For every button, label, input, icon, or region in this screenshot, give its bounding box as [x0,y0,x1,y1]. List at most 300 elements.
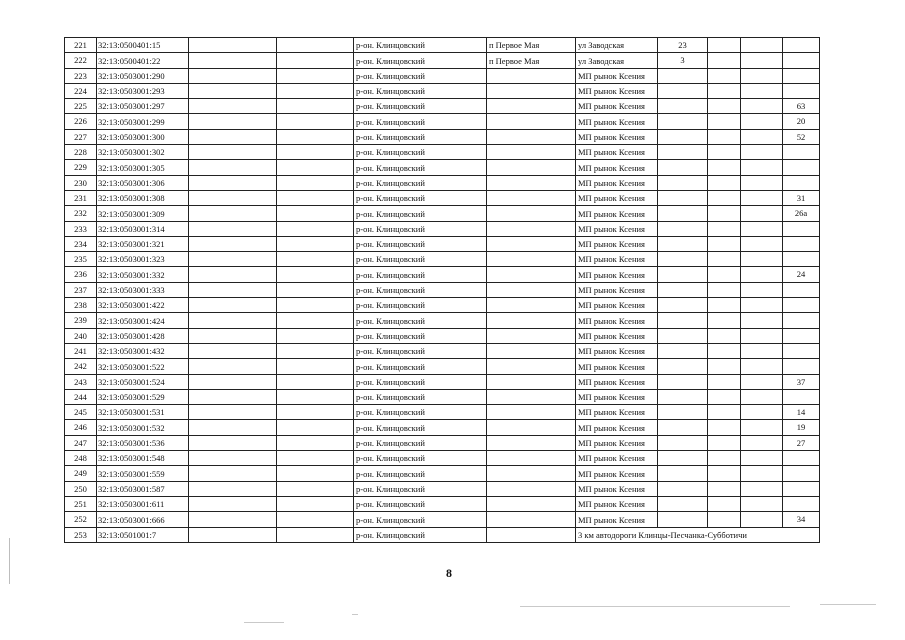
empty-cell [189,389,277,404]
settlement-cell [487,221,576,236]
empty-cell [277,145,354,160]
empty-cell [741,206,783,221]
street-cell: МП рынок Ксения [576,282,658,297]
empty-cell [708,405,741,420]
empty-cell [277,83,354,98]
row-number-cell: 224 [65,83,97,98]
street-cell: МП рынок Ксения [576,190,658,205]
table-row [65,114,820,129]
house-number-cell [658,328,708,343]
table-row [65,527,820,542]
cadastral-number-cell: 32:13:0503001:297 [97,99,189,114]
empty-cell [189,496,277,511]
street-cell: МП рынок Ксения [576,313,658,328]
cadastral-number-cell: 32:13:0503001:302 [97,145,189,160]
house-number-cell [658,512,708,527]
empty-cell [189,405,277,420]
settlement-cell [487,68,576,83]
unit-number-cell [783,68,820,83]
empty-cell [741,282,783,297]
house-number-cell [658,496,708,511]
unit-number-cell: 63 [783,99,820,114]
row-number-cell: 227 [65,129,97,144]
cadastral-number-cell: 32:13:0503001:548 [97,451,189,466]
empty-cell [708,83,741,98]
unit-number-cell [783,451,820,466]
unit-number-cell [783,282,820,297]
district-cell: р-он. Клинцовский [354,145,487,160]
row-number-cell: 251 [65,496,97,511]
house-number-cell [658,99,708,114]
empty-cell [189,527,277,542]
table-row [65,359,820,374]
unit-number-cell [783,359,820,374]
empty-cell [741,374,783,389]
empty-cell [277,374,354,389]
house-number-cell [658,190,708,205]
empty-cell [708,175,741,190]
unit-number-cell [783,160,820,175]
empty-cell [277,359,354,374]
district-cell: р-он. Клинцовский [354,129,487,144]
empty-cell [708,389,741,404]
district-cell: р-он. Клинцовский [354,206,487,221]
empty-cell [189,359,277,374]
table-row [65,313,820,328]
row-number-cell: 232 [65,206,97,221]
row-number-cell: 244 [65,389,97,404]
empty-cell [741,221,783,236]
district-cell: р-он. Клинцовский [354,83,487,98]
settlement-cell [487,282,576,297]
settlement-cell [487,267,576,282]
table-row [65,221,820,236]
street-cell: МП рынок Ксения [576,206,658,221]
empty-cell [189,328,277,343]
street-cell: МП рынок Ксения [576,420,658,435]
cadastral-number-cell: 32:13:0503001:308 [97,190,189,205]
settlement-cell [487,236,576,251]
empty-cell [741,160,783,175]
cadastral-number-cell: 32:13:0503001:587 [97,481,189,496]
cadastral-number-cell: 32:13:0503001:323 [97,252,189,267]
empty-cell [741,114,783,129]
street-cell: МП рынок Ксения [576,175,658,190]
empty-cell [741,420,783,435]
house-number-cell [658,129,708,144]
cadastral-number-cell: 32:13:0500401:15 [97,38,189,53]
row-number-cell: 230 [65,175,97,190]
empty-cell [741,68,783,83]
empty-cell [277,129,354,144]
district-cell: р-он. Клинцовский [354,99,487,114]
district-cell: р-он. Клинцовский [354,405,487,420]
row-number-cell: 239 [65,313,97,328]
unit-number-cell [783,145,820,160]
empty-cell [741,343,783,358]
settlement-cell [487,451,576,466]
district-cell: р-он. Клинцовский [354,328,487,343]
settlement-cell [487,328,576,343]
settlement-cell: п Первое Мая [487,38,576,53]
street-cell: МП рынок Ксения [576,129,658,144]
table-row [65,481,820,496]
house-number-cell [658,405,708,420]
empty-cell [277,267,354,282]
empty-cell [189,145,277,160]
table-row [65,496,820,511]
empty-cell [189,252,277,267]
empty-cell [189,466,277,481]
settlement-cell [487,313,576,328]
empty-cell [741,512,783,527]
settlement-cell [487,252,576,267]
cadastral-number-cell: 32:13:0503001:293 [97,83,189,98]
house-number-cell [658,389,708,404]
empty-cell [741,267,783,282]
house-number-cell [658,343,708,358]
row-number-cell: 222 [65,53,97,68]
house-number-cell [658,374,708,389]
house-number-cell [658,221,708,236]
row-number-cell: 233 [65,221,97,236]
empty-cell [277,68,354,83]
table-row [65,99,820,114]
empty-cell [189,298,277,313]
house-number-cell [658,68,708,83]
unit-number-cell: 52 [783,129,820,144]
empty-cell [189,99,277,114]
district-cell: р-он. Клинцовский [354,343,487,358]
empty-cell [277,512,354,527]
street-cell: МП рынок Ксения [576,114,658,129]
unit-number-cell: 20 [783,114,820,129]
settlement-cell [487,496,576,511]
street-cell: МП рынок Ксения [576,435,658,450]
settlement-cell [487,175,576,190]
empty-cell [708,221,741,236]
house-number-cell: 23 [658,38,708,53]
empty-cell [189,313,277,328]
table-row [65,83,820,98]
row-number-cell: 250 [65,481,97,496]
empty-cell [189,160,277,175]
table-row [65,451,820,466]
unit-number-cell: 31 [783,190,820,205]
settlement-cell [487,435,576,450]
street-cell: МП рынок Ксения [576,496,658,511]
cadastral-number-cell: 32:13:0503001:290 [97,68,189,83]
cadastral-number-cell: 32:13:0503001:531 [97,405,189,420]
cadastral-number-cell: 32:13:0503001:522 [97,359,189,374]
settlement-cell [487,145,576,160]
empty-cell [708,512,741,527]
unit-number-cell: 24 [783,267,820,282]
row-number-cell: 243 [65,374,97,389]
cadastral-number-cell: 32:13:0503001:428 [97,328,189,343]
cadastral-number-cell: 32:13:0503001:666 [97,512,189,527]
empty-cell [277,252,354,267]
settlement-cell [487,190,576,205]
street-cell: МП рынок Ксения [576,267,658,282]
empty-cell [189,221,277,236]
empty-cell [708,298,741,313]
street-cell: МП рынок Ксения [576,236,658,251]
empty-cell [189,236,277,251]
table-row [65,420,820,435]
empty-cell [741,359,783,374]
table-row [65,190,820,205]
street-cell: МП рынок Ксения [576,374,658,389]
empty-cell [277,527,354,542]
street-cell: МП рынок Ксения [576,466,658,481]
unit-number-cell [783,175,820,190]
district-cell: р-он. Клинцовский [354,527,487,542]
table-row [65,374,820,389]
empty-cell [708,160,741,175]
street-cell: МП рынок Ксения [576,68,658,83]
unit-number-cell: 27 [783,435,820,450]
registry-body [65,38,820,543]
row-number-cell: 234 [65,236,97,251]
table-row [65,466,820,481]
district-cell: р-он. Клинцовский [354,496,487,511]
street-cell: МП рынок Ксения [576,481,658,496]
street-cell: ул Заводская [576,38,658,53]
district-cell: р-он. Клинцовский [354,190,487,205]
empty-cell [708,359,741,374]
page-number: 8 [446,566,452,580]
cadastral-number-cell: 32:13:0503001:524 [97,374,189,389]
house-number-cell [658,236,708,251]
settlement-cell [487,129,576,144]
table-row [65,145,820,160]
district-cell: р-он. Клинцовский [354,252,487,267]
street-cell: МП рынок Ксения [576,145,658,160]
settlement-cell [487,481,576,496]
street-cell: МП рынок Ксения [576,83,658,98]
empty-cell [277,190,354,205]
location-cell: 3 км автодороги Клинцы-Песчанка-Субботичи [576,527,820,542]
empty-cell [708,481,741,496]
cadastral-number-cell: 32:13:0503001:332 [97,267,189,282]
empty-cell [277,420,354,435]
row-number-cell: 229 [65,160,97,175]
cadastral-number-cell: 32:13:0500401:22 [97,53,189,68]
street-cell: МП рынок Ксения [576,512,658,527]
settlement-cell [487,527,576,542]
settlement-cell [487,114,576,129]
house-number-cell [658,160,708,175]
house-number-cell [658,282,708,297]
table-row [65,68,820,83]
empty-cell [277,298,354,313]
empty-cell [708,252,741,267]
house-number-cell [658,252,708,267]
district-cell: р-он. Клинцовский [354,313,487,328]
empty-cell [189,68,277,83]
empty-cell [277,236,354,251]
empty-cell [277,328,354,343]
row-number-cell: 252 [65,512,97,527]
cadastral-number-cell: 32:13:0503001:611 [97,496,189,511]
house-number-cell [658,481,708,496]
empty-cell [741,175,783,190]
empty-cell [741,252,783,267]
empty-cell [708,114,741,129]
unit-number-cell [783,328,820,343]
empty-cell [189,451,277,466]
house-number-cell [658,83,708,98]
unit-number-cell: 14 [783,405,820,420]
district-cell: р-он. Клинцовский [354,53,487,68]
empty-cell [277,38,354,53]
empty-cell [708,313,741,328]
empty-cell [189,53,277,68]
settlement-cell [487,374,576,389]
house-number-cell [658,267,708,282]
empty-cell [189,129,277,144]
empty-cell [741,313,783,328]
table-row [65,175,820,190]
empty-cell [277,451,354,466]
empty-cell [741,435,783,450]
empty-cell [708,328,741,343]
house-number-cell [658,359,708,374]
empty-cell [708,374,741,389]
cadastral-number-cell: 32:13:0503001:314 [97,221,189,236]
row-number-cell: 235 [65,252,97,267]
scan-artifact [820,604,876,605]
settlement-cell [487,206,576,221]
cadastral-number-cell: 32:13:0503001:559 [97,466,189,481]
empty-cell [277,282,354,297]
empty-cell [708,129,741,144]
row-number-cell: 241 [65,343,97,358]
empty-cell [708,496,741,511]
unit-number-cell [783,389,820,404]
table-row [65,236,820,251]
district-cell: р-он. Клинцовский [354,451,487,466]
row-number-cell: 240 [65,328,97,343]
house-number-cell [658,313,708,328]
unit-number-cell [783,236,820,251]
scan-artifact [244,622,284,623]
row-number-cell: 247 [65,435,97,450]
empty-cell [189,343,277,358]
empty-cell [741,145,783,160]
house-number-cell [658,145,708,160]
district-cell: р-он. Клинцовский [354,221,487,236]
property-registry-table [64,37,820,543]
house-number-cell [658,298,708,313]
district-cell: р-он. Клинцовский [354,282,487,297]
empty-cell [741,389,783,404]
district-cell: р-он. Клинцовский [354,298,487,313]
cadastral-number-cell: 32:13:0503001:309 [97,206,189,221]
house-number-cell [658,451,708,466]
table-row [65,206,820,221]
unit-number-cell [783,38,820,53]
house-number-cell [658,466,708,481]
table-row [65,282,820,297]
settlement-cell [487,298,576,313]
district-cell: р-он. Клинцовский [354,114,487,129]
empty-cell [189,267,277,282]
settlement-cell [487,466,576,481]
table-row [65,160,820,175]
empty-cell [741,466,783,481]
table-row [65,38,820,53]
district-cell: р-он. Клинцовский [354,38,487,53]
house-number-cell [658,175,708,190]
cadastral-number-cell: 32:13:0503001:305 [97,160,189,175]
district-cell: р-он. Клинцовский [354,236,487,251]
cadastral-number-cell: 32:13:0503001:300 [97,129,189,144]
empty-cell [708,466,741,481]
unit-number-cell [783,221,820,236]
row-number-cell: 242 [65,359,97,374]
settlement-cell [487,83,576,98]
district-cell: р-он. Клинцовский [354,267,487,282]
empty-cell [189,435,277,450]
street-cell: МП рынок Ксения [576,359,658,374]
empty-cell [277,405,354,420]
empty-cell [741,451,783,466]
street-cell: МП рынок Ксения [576,389,658,404]
row-number-cell: 238 [65,298,97,313]
street-cell: МП рынок Ксения [576,405,658,420]
street-cell: МП рынок Ксения [576,343,658,358]
empty-cell [741,83,783,98]
empty-cell [741,38,783,53]
district-cell: р-он. Клинцовский [354,160,487,175]
scan-artifact [520,606,790,607]
empty-cell [708,53,741,68]
unit-number-cell [783,298,820,313]
table-row [65,267,820,282]
row-number-cell: 248 [65,451,97,466]
cadastral-number-cell: 32:13:0503001:536 [97,435,189,450]
empty-cell [277,313,354,328]
empty-cell [741,328,783,343]
empty-cell [708,38,741,53]
table-row [65,405,820,420]
settlement-cell [487,512,576,527]
empty-cell [277,175,354,190]
settlement-cell: п Первое Мая [487,53,576,68]
district-cell: р-он. Клинцовский [354,374,487,389]
row-number-cell: 249 [65,466,97,481]
empty-cell [189,175,277,190]
row-number-cell: 253 [65,527,97,542]
district-cell: р-он. Клинцовский [354,68,487,83]
empty-cell [189,481,277,496]
empty-cell [277,160,354,175]
scan-margin-line [9,538,10,584]
empty-cell [741,99,783,114]
empty-cell [708,206,741,221]
empty-cell [189,38,277,53]
settlement-cell [487,99,576,114]
street-cell: МП рынок Ксения [576,328,658,343]
house-number-cell [658,420,708,435]
district-cell: р-он. Клинцовский [354,389,487,404]
settlement-cell [487,405,576,420]
empty-cell [741,496,783,511]
unit-number-cell: 19 [783,420,820,435]
empty-cell [708,267,741,282]
